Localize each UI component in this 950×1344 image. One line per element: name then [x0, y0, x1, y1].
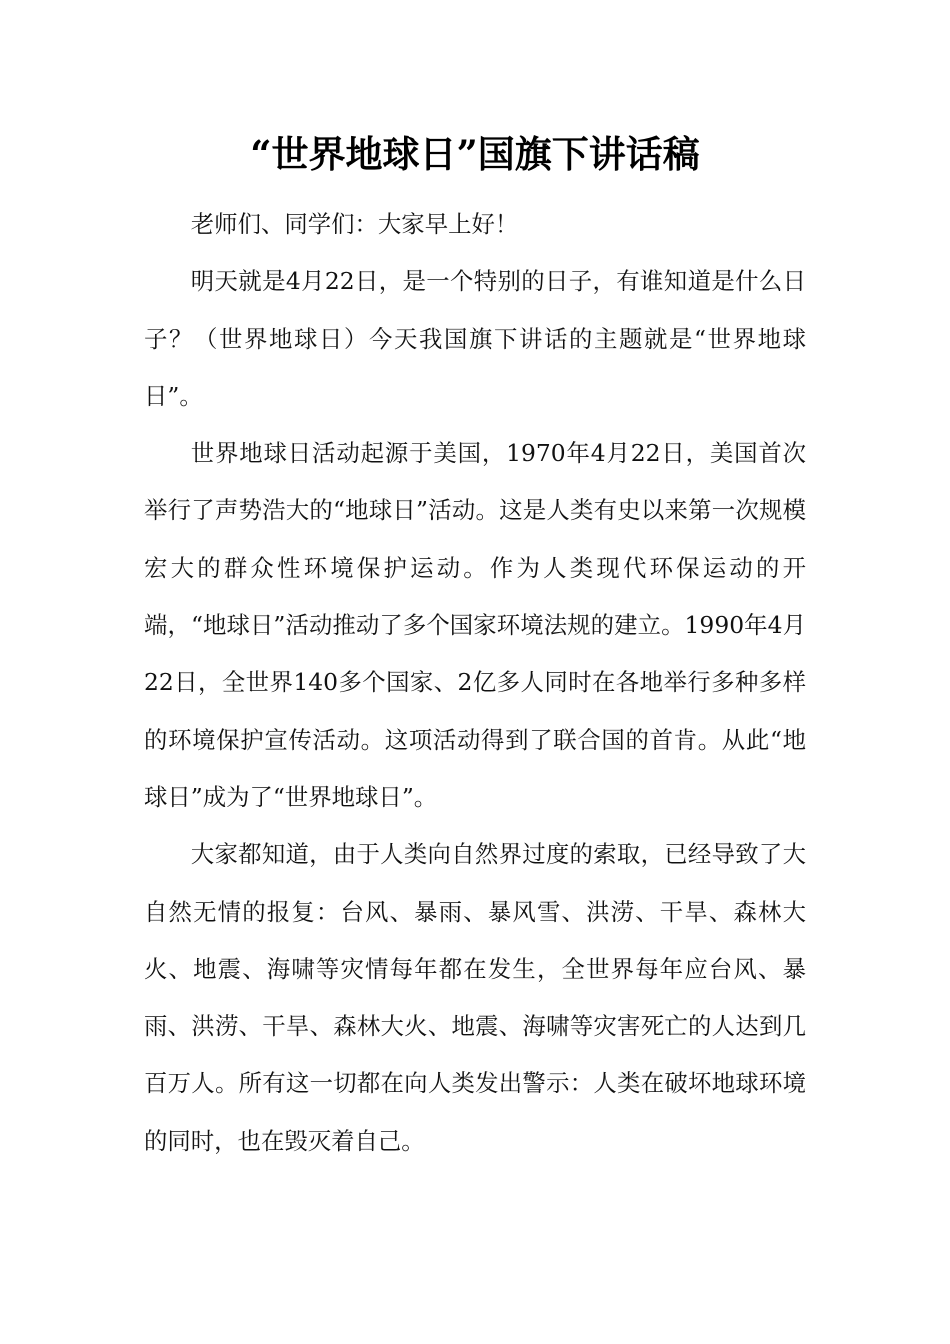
document-title: “世界地球日”国旗下讲话稿: [250, 132, 700, 176]
paragraph-intro: 明天就是4月22日，是一个特别的日子，有谁知道是什么日子？（世界地球日）今天我国旗下讲话的主题就是“世界地球日”。: [144, 267, 806, 410]
paragraph-history: 世界地球日活动起源于美国，1970年4月22日，美国首次举行了声势浩大的“地球日”活动。这是人类有史以来第一次规模宏大的群众性环境保护运动。作为人类现代环保运动的开端，“地球日”活动推动了多个国家环境法规的建立。1990年4月22日，全世界140多个国家、2亿多人同时在各地举行多种多样的环境保护宣传活动。这项活动得到了联合国的首肯。从此“地球日”成为了“世界地球日”。: [144, 439, 806, 811]
paragraph-greeting: 老师们、同学们：大家早上好！: [190, 210, 519, 238]
document-body: [144, 196, 806, 1170]
paragraph-warning: 大家都知道，由于人类向自然界过度的索取，已经导致了大自然无情的报复：台风、暴雨、暴风雪、洪涝、干旱、森林大火、地震、海啸等灾情每年都在发生，全世界每年应台风、暴雨、洪涝、干旱、森林大火、地震、海啸等灾害死亡的人达到几百万人。所有这一切都在向人类发出警示：人类在破坏地球环境的同时，也在毁灭着自己。: [144, 840, 806, 1155]
